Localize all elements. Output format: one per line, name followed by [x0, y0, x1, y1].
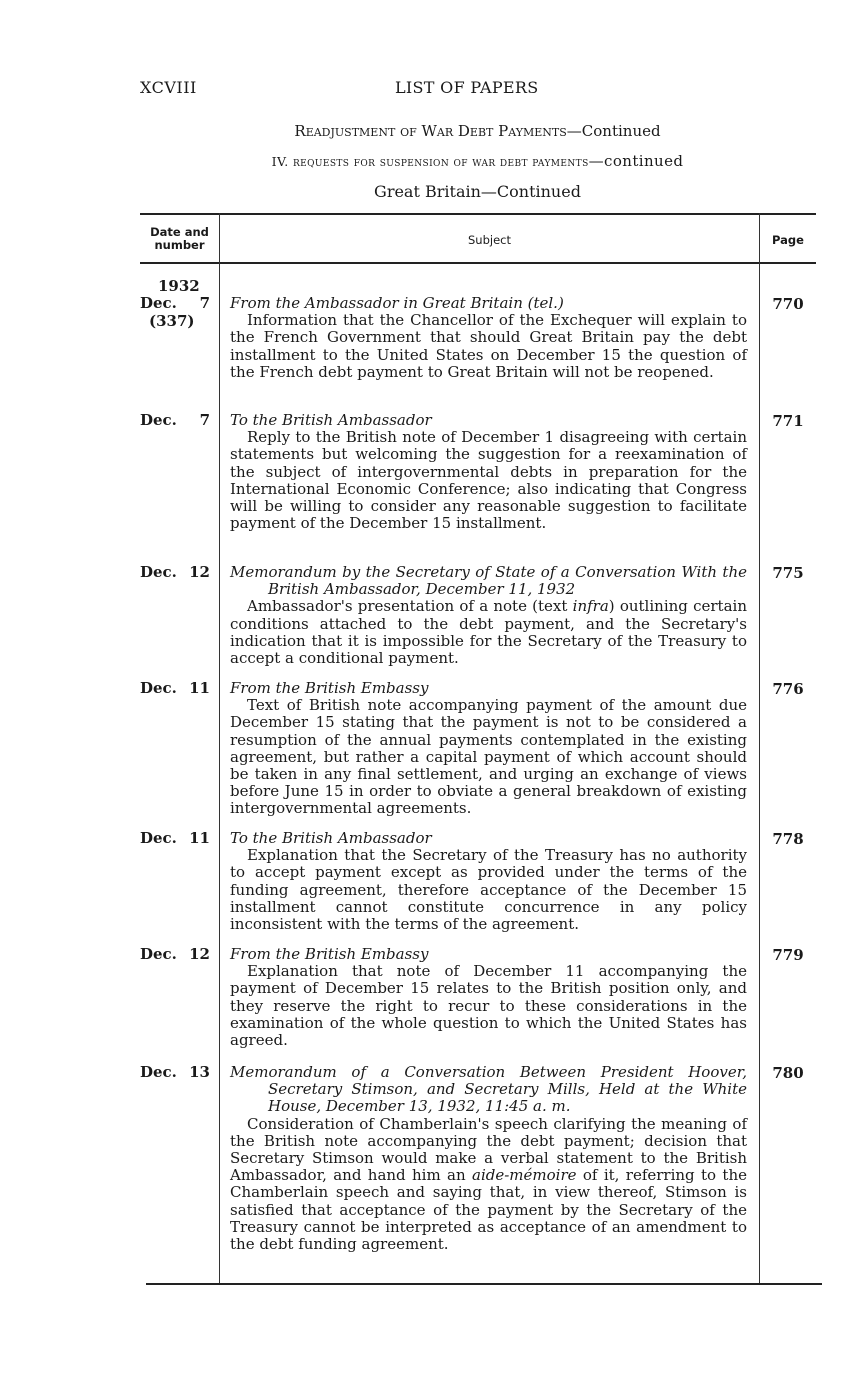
entry-body: Information that the Chancellor of the Exchequer will explain to the French Government that should Great Britain pay the debt installment to the United States on December 15 the question of the French debt payment to Great Britain will not be reopened. [230, 311, 747, 381]
entry-day: 7 [199, 294, 210, 312]
entry-subject [230, 946, 747, 1049]
table-bottom-rule [146, 1283, 822, 1285]
entry-day: 11 [189, 679, 210, 697]
entry-day: 7 [199, 411, 210, 429]
entry-page: 775 [772, 564, 804, 582]
entry-title: To the British Ambassador [230, 829, 432, 847]
page-number: XCVIII [140, 78, 197, 97]
country-heading: Great Britain—Continued [374, 182, 581, 201]
column-divider-date [219, 213, 220, 1283]
entry-subject [230, 564, 747, 667]
entry-subject [230, 412, 747, 532]
entry-month: Dec. [140, 411, 177, 429]
column-divider-page [759, 213, 760, 1283]
entry-subject [230, 1064, 747, 1253]
entry-body-text: of it, referring to the Chamberlain speech and saying that, in view thereof, Stimson is satisfied that acceptance of the payment by the Secretary of the Treasury cannot be interpreted as acceptance of an amendment to the debt funding agreement. [230, 1166, 747, 1254]
entry-page: 780 [772, 1064, 804, 1082]
column-header-subject: Subject [468, 233, 511, 247]
entry-body [230, 1116, 747, 1254]
entry-title: From the British Embassy [230, 945, 429, 963]
table-header-rule [140, 262, 816, 264]
entry-day: 13 [189, 1063, 210, 1081]
entry-month: Dec. [140, 563, 177, 581]
subsection-heading-continued: —continued [588, 152, 684, 170]
entry-day: 11 [189, 829, 210, 847]
entry-number: (337) [149, 312, 195, 330]
column-header-page: Page [772, 233, 804, 247]
entry-subject [230, 680, 747, 818]
entry-page: 778 [772, 830, 804, 848]
subsection-heading [0, 152, 850, 170]
entry-month: Dec. [140, 294, 177, 312]
entry-body-text: Ambassador's presentation of a note (text [247, 597, 573, 616]
entry-body: Explanation that note of December 11 accompanying the payment of December 15 relates to the British position only, and they reserve the right to recur to these considerations in the examination of the whole question to which the United States has agreed. [230, 962, 747, 1050]
entry-subject [230, 295, 747, 381]
entry-title: From the British Embassy [230, 679, 429, 697]
entry-body: Reply to the British note of December 1 disagreeing with certain statements but welcoming the suggestion for a reexamination of the subject of intergovernmental debts in preparation for the International Economic Conference; also indicating that Congress will be willing to consider any reasonable suggestion to facilitate payment of the December 15 installment. [230, 428, 747, 533]
entry-subject [230, 830, 747, 933]
entry-title: Memorandum of a Conversation Between President Hoover, Secretary Stimson, and Secretary Mills, Held at the White House, December 13, 1932, 11:45 a. m. [230, 1063, 747, 1116]
entry-month: Dec. [140, 945, 177, 963]
entry-title: To the British Ambassador [230, 411, 432, 429]
entry-title: Memorandum by the Secretary of State of a Conversation With the British Ambassador, December 11, 1932 [230, 563, 747, 599]
entry-day: 12 [189, 945, 210, 963]
entry-page: 771 [772, 412, 804, 430]
entry-page: 770 [772, 295, 804, 313]
entry-title: From the Ambassador in Great Britain (tel.) [230, 294, 564, 312]
section-heading-continued: —Continued [566, 122, 661, 140]
entry-month: Dec. [140, 679, 177, 697]
entry-body-text: ) outlining certain conditions attached to the debt payment, and the Secretary's indication that it is impossible for the Secretary of the Treasury to accept a conditional payment. [230, 597, 747, 668]
table-top-rule [140, 213, 816, 215]
entry-body-italic: aide-mémoire [472, 1166, 577, 1185]
section-heading-main: Readjustment of War Debt Payments [294, 122, 567, 140]
column-header-date: Date and number [150, 225, 209, 252]
entry-body-italic: infra [572, 597, 609, 616]
year-label: 1932 [158, 277, 200, 295]
subsection-heading-main: IV. requests for suspension of war debt payments [271, 154, 589, 169]
entry-body [230, 598, 747, 667]
section-heading [0, 122, 850, 140]
entry-body-text: Consideration of Chamberlain's speech clarifying the meaning of the British note accompanying the debt payment; decision that Secretary Stimson would make a verbal statement to the British Ambassador, and hand him an [230, 1114, 747, 1185]
entry-body: Text of British note accompanying payment of the amount due December 15 stating that the payment is not to be considered a resumption of the annual payments contemplated in the existing agreement, but rather a capital payment of which account should be taken in any final settlement, and urging an exchange of views before June 15 in order to obviate a general breakdown of existing intergovernmental agreements. [230, 696, 747, 818]
running-head: LIST OF PAPERS [395, 78, 539, 97]
entry-page: 776 [772, 680, 804, 698]
entry-body: Explanation that the Secretary of the Treasury has no authority to accept payment except as provided under the terms of the funding agreement, therefore acceptance of the December 15 installment cannot constitute concurrence in any policy inconsistent with the terms of the agreement. [230, 846, 747, 934]
entry-day: 12 [189, 563, 210, 581]
entry-month: Dec. [140, 1063, 177, 1081]
papers-table [140, 213, 816, 1281]
entry-page: 779 [772, 946, 804, 964]
entry-month: Dec. [140, 829, 177, 847]
